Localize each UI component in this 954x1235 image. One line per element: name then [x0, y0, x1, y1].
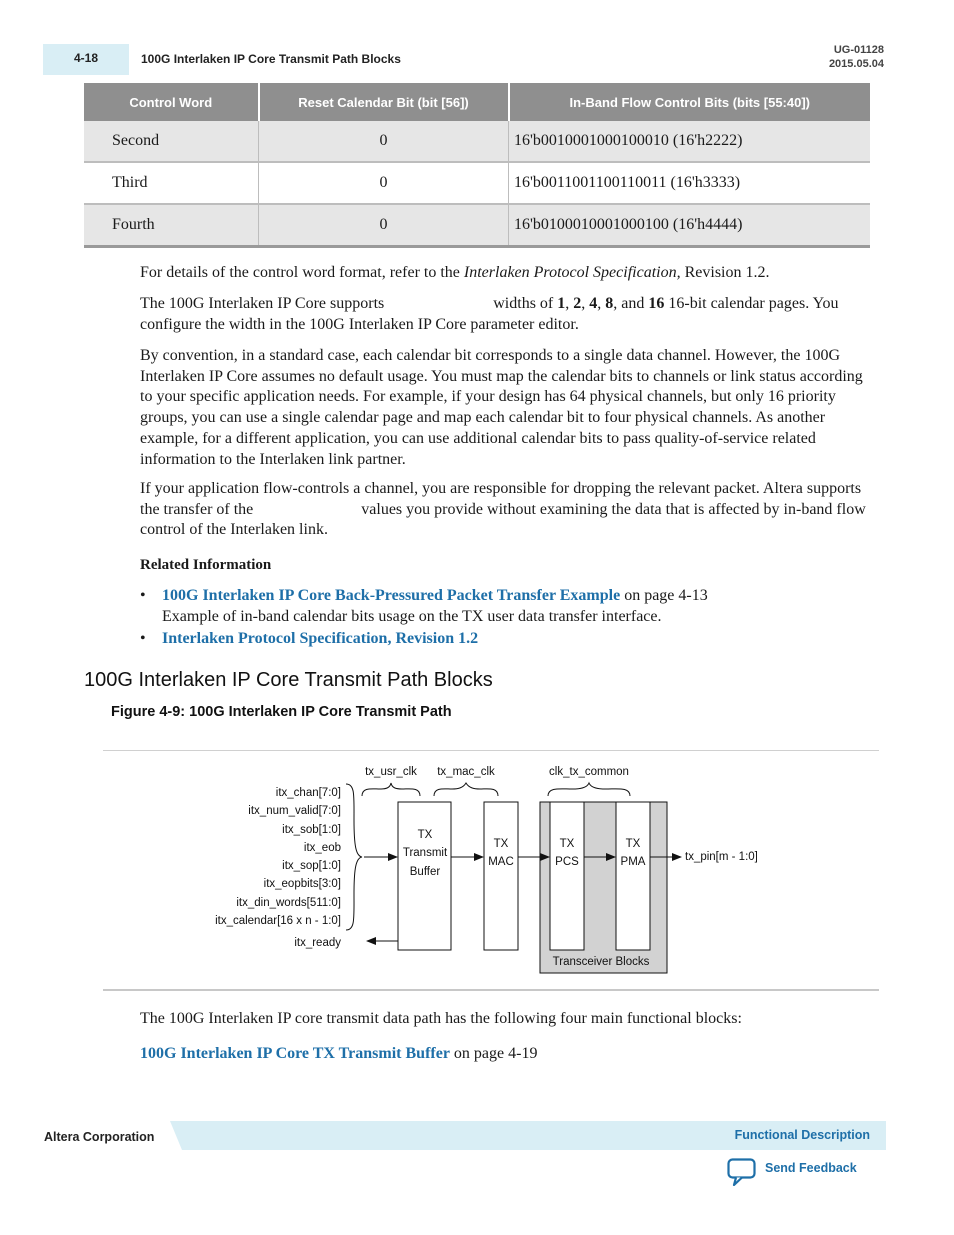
text-span: By convention, in a standard case, each calendar bit corresponds to a single data channel. However, the 100G Interlaken IP Core assumes no default usage. You must map the calendar bits to channels or link status according to your specific application needs. For example, if your design has 64 physical channels, but only 16 priority groups, you can use a single calendar page and map each calendar bit to four physical channels. As another example, for a different application, you can use additional calendar bits to pass quality-of-service related information to the Interlaken link partner. — [140, 347, 863, 468]
related-item-desc: Example of in-band calendar bits usage on the TX user data transfer interface. — [162, 607, 662, 625]
page-number: 4-18 — [73, 51, 99, 65]
clock-label: tx_mac_clk — [437, 766, 495, 778]
text-span: Revision 1.2. — [680, 264, 770, 281]
clock-brace — [548, 783, 630, 796]
transceiver-label: Transceiver Blocks — [552, 956, 650, 968]
table-header: Control Word — [84, 83, 259, 121]
ready-signal: itx_ready — [294, 937, 341, 949]
table-cell: 0 — [259, 162, 509, 204]
width-value: 1 — [557, 295, 566, 312]
table-cell: 16'b0100010001000100 (16'h4444) — [509, 204, 871, 247]
text-span: on page 4-19 — [449, 1045, 538, 1062]
related-link-backpressure[interactable]: 100G Interlaken IP Core Back-Pressured Packet Transfer Example — [162, 587, 621, 604]
block-label: PMA — [620, 856, 646, 868]
text-span: 16-bit calendar pages. You configure the width in the 100G Interlaken IP Core parameter editor. — [140, 295, 839, 333]
input-brace — [346, 784, 362, 930]
text-span: , and — [613, 295, 649, 312]
block-link-line — [140, 1044, 870, 1065]
clock-label: clk_tx_common — [549, 766, 629, 778]
table-header: Reset Calendar Bit (bit [56]) — [259, 83, 509, 121]
section-title: 100G Interlaken IP Core Transmit Path Blocks — [84, 669, 493, 691]
figure-caption: Figure 4-9: 100G Interlaken IP Core Transmit Path — [111, 704, 452, 720]
input-signal: itx_sob[1:0] — [282, 824, 341, 836]
clock-brace — [434, 783, 498, 796]
tx-pma-block — [616, 802, 650, 950]
running-title: 100G Interlaken IP Core Transmit Path Blocks — [141, 52, 401, 66]
text-span: values you provide without examining the data that is affected by in-band flow control of the Interlaken link. — [140, 500, 866, 539]
paragraph-functional-blocks — [140, 1009, 870, 1030]
feedback-icon[interactable] — [727, 1158, 757, 1186]
doc-id: UG-01128 — [833, 44, 884, 56]
table-cell: 16'b0011001100110011 (16'h3333) — [509, 162, 871, 204]
text-span: , — [597, 295, 606, 312]
width-value: 4 — [589, 295, 598, 312]
table-header: In-Band Flow Control Bits (bits [55:40]) — [509, 83, 871, 121]
input-signal: itx_chan[7:0] — [275, 787, 341, 799]
bullet: • — [140, 587, 146, 604]
width-value: 2 — [573, 295, 582, 312]
table-cell: 0 — [259, 204, 509, 247]
input-signal: itx_num_valid[7:0] — [248, 805, 341, 817]
width-value: 16 — [648, 295, 665, 312]
input-signal: itx_din_words[511:0] — [236, 897, 341, 909]
related-info-heading: Related Information — [140, 557, 272, 573]
footer-company: Altera Corporation — [44, 1130, 155, 1144]
tx-mac-block — [484, 802, 518, 950]
text-span: widths of — [493, 295, 558, 312]
input-signal: itx_eob — [303, 842, 341, 854]
table-cell: Second — [84, 121, 259, 162]
clock-brace — [362, 783, 420, 796]
text-span: , — [581, 295, 590, 312]
table-cell: Third — [84, 162, 259, 204]
table-cell: Fourth — [84, 204, 259, 247]
text-span: If your application flow-controls a channel, you are responsible for dropping the relevant packet. Altera supports the transfer of the — [140, 480, 862, 518]
block-label: TX — [493, 838, 509, 850]
block-label: TX — [625, 838, 641, 850]
input-signal: itx_sop[1:0] — [282, 860, 341, 872]
tx-pcs-block — [550, 802, 584, 950]
width-value: 8 — [605, 295, 614, 312]
footer-section-link[interactable]: Functional Description — [734, 1128, 870, 1142]
table-cell: 0 — [259, 121, 509, 162]
block-label: MAC — [488, 856, 514, 868]
block-label: PCS — [555, 856, 579, 868]
spec-title: Interlaken Protocol Specification, — [463, 264, 681, 281]
text-span: The 100G Interlaken IP core transmit data path has the following four main functional blocks: — [140, 1010, 742, 1027]
tx-transmit-buffer-link[interactable]: 100G Interlaken IP Core TX Transmit Buffer — [140, 1045, 450, 1062]
text-span: For details of the control word format, refer to the — [140, 264, 464, 281]
text-span: The 100G Interlaken IP Core supports — [140, 295, 385, 312]
related-link-spec[interactable]: Interlaken Protocol Specification, Revision 1.2 — [162, 630, 479, 647]
output-signal: tx_pin[m - 1:0] — [685, 851, 758, 863]
block-label: TX — [417, 829, 433, 841]
table-cell: 16'b0010001000100010 (16'h2222) — [509, 121, 871, 162]
block-label: TX — [559, 838, 575, 850]
bullet: • — [140, 630, 146, 647]
clock-label: tx_usr_clk — [365, 766, 417, 778]
block-label: Transmit — [402, 847, 448, 859]
input-signal: itx_eopbits[3:0] — [263, 878, 341, 890]
text-span: on page 4-13 — [620, 587, 708, 604]
text-span: , — [565, 295, 574, 312]
send-feedback-link[interactable]: Send Feedback — [765, 1161, 857, 1175]
input-signal: itx_calendar[16 x n - 1:0] — [215, 915, 341, 927]
doc-date: 2015.05.04 — [828, 58, 884, 70]
block-label: Buffer — [409, 866, 441, 878]
